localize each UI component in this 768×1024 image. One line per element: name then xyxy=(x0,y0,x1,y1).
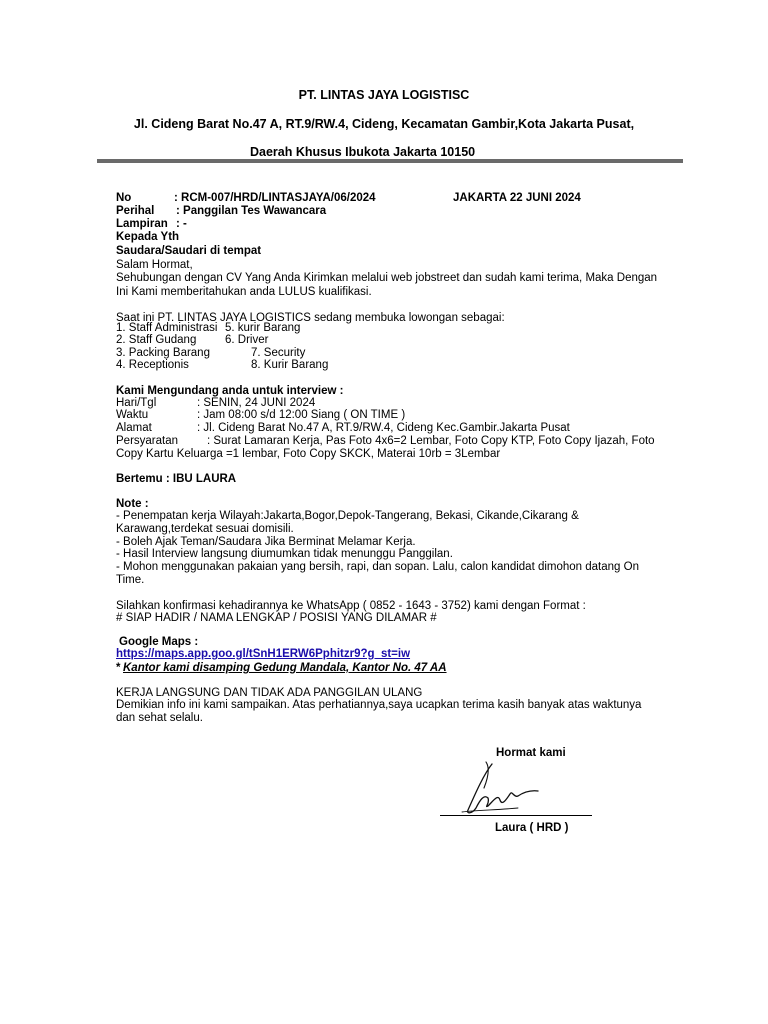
closing-line2: Demikian info ini kami sampaikan. Atas perhatiannya,saya ucapkan terima kasih banyak atas waktunya xyxy=(116,699,642,711)
syarat-value-2: Copy Kartu Keluarga =1 lembar, Foto Copy SKCK, Materai 10rb = 3Lembar xyxy=(116,448,501,460)
intro-line2: Ini Kami memberitahukan anda LULUS kualifikasi. xyxy=(116,286,372,298)
alamat-value: : Jl. Cideng Barat No.47 A, RT.9/RW.4, Cideng Kec.Gambir.Jakarta Pusat xyxy=(197,422,570,434)
note-line: Karawang,terdekat sesuai domisili. xyxy=(116,523,294,535)
maps-note: Kantor kami disamping Gedung Mandala, Kantor No. 47 AA xyxy=(123,662,447,674)
position-right-3: 7. Security xyxy=(251,347,306,359)
letter-date: JAKARTA 22 JUNI 2024 xyxy=(453,192,581,204)
note-line: - Penempatan kerja Wilayah:Jakarta,Bogor,Depok-Tangerang, Bekasi, Cikande,Cikarang & xyxy=(116,510,579,522)
salam: Salam Hormat, xyxy=(116,259,193,271)
lampiran-label: Lampiran xyxy=(116,218,168,230)
position-left-4: 4. Receptionis xyxy=(116,359,189,371)
perihal-label: Perihal xyxy=(116,205,155,217)
closing-line3: dan sehat selalu. xyxy=(116,712,203,724)
signatory-name: Laura ( HRD ) xyxy=(495,822,569,834)
interview-heading: Kami Mengundang anda untuk interview : xyxy=(116,385,344,397)
note-line: - Hasil Interview langsung diumumkan tidak menunggu Panggilan. xyxy=(116,548,453,560)
waktu-value: : Jam 08:00 s/d 12:00 Siang ( ON TIME ) xyxy=(197,409,406,421)
note-line: Time. xyxy=(116,574,145,586)
position-right-2: 6. Driver xyxy=(225,334,269,346)
note-heading: Note : xyxy=(116,498,149,510)
konfirmasi-line1: Silahkan konfirmasi kehadirannya ke WhatsApp ( 0852 - 1643 - 3752) kami dengan Format : xyxy=(116,600,586,612)
alamat-label: Alamat xyxy=(116,422,152,434)
no-value: : RCM-007/HRD/LINTASJAYA/06/2024 xyxy=(174,192,376,204)
company-address-line1: Jl. Cideng Barat No.47 A, RT.9/RW.4, Cideng, Kecamatan Gambir,Kota Jakarta Pusat, xyxy=(133,117,635,131)
position-right-1: 5. kurir Barang xyxy=(225,322,301,334)
bertemu: Bertemu : IBU LAURA xyxy=(116,473,237,485)
maps-asterisk: * xyxy=(116,662,121,674)
positions-intro: Saat ini PT. LINTAS JAYA LOGISTICS sedang membuka lowongan sebagai: xyxy=(116,312,505,324)
company-address-line2: Daerah Khusus Ibukota Jakarta 10150 xyxy=(250,145,476,159)
syarat-label: Persyaratan xyxy=(116,435,179,447)
position-left-2: 2. Staff Gudang xyxy=(116,334,197,346)
position-right-4: 8. Kurir Barang xyxy=(251,359,329,371)
lampiran-value: : - xyxy=(176,218,187,230)
no-label: No xyxy=(116,192,132,204)
position-left-1: 1. Staff Administrasi xyxy=(116,322,218,334)
perihal-value: : Panggilan Tes Wawancara xyxy=(176,205,327,217)
waktu-label: Waktu xyxy=(116,409,149,421)
company-name: PT. LINTAS JAYA LOGISTISC xyxy=(298,88,470,102)
hormat-kami: Hormat kami xyxy=(496,747,566,759)
handwritten-signature xyxy=(458,760,548,816)
note-line: - Mohon menggunakan pakaian yang bersih, rapi, dan sopan. Lalu, calon kandidat dimohon datang On xyxy=(116,561,639,573)
hari-value: : SENIN, 24 JUNI 2024 xyxy=(197,397,316,409)
note-line: - Boleh Ajak Teman/Saudara Jika Berminat Melamar Kerja. xyxy=(116,536,416,548)
maps-heading: Google Maps : xyxy=(119,636,199,648)
closing-line1: KERJA LANGSUNG DAN TIDAK ADA PANGGILAN ULANG xyxy=(116,687,423,699)
signature-line xyxy=(440,815,592,816)
syarat-value: : Surat Lamaran Kerja, Pas Foto 4x6=2 Lembar, Foto Copy KTP, Foto Copy Ijazah, Foto xyxy=(207,435,655,447)
maps-link[interactable]: https://maps.app.goo.gl/tSnH1ERW6Pphitzr9?g_st=iw xyxy=(116,648,411,660)
recipient: Saudara/Saudari di tempat xyxy=(116,245,262,257)
konfirmasi-format: # SIAP HADIR / NAMA LENGKAP / POSISI YANG DILAMAR # xyxy=(116,612,437,624)
position-left-3: 3. Packing Barang xyxy=(116,347,210,359)
hari-label: Hari/Tgl xyxy=(116,397,157,409)
kepada-label: Kepada Yth xyxy=(116,231,180,243)
intro-line1: Sehubungan dengan CV Yang Anda Kirimkan melalui web jobstreet dan sudah kami terima, Maka Dengan xyxy=(116,272,658,284)
header-divider xyxy=(97,159,683,163)
